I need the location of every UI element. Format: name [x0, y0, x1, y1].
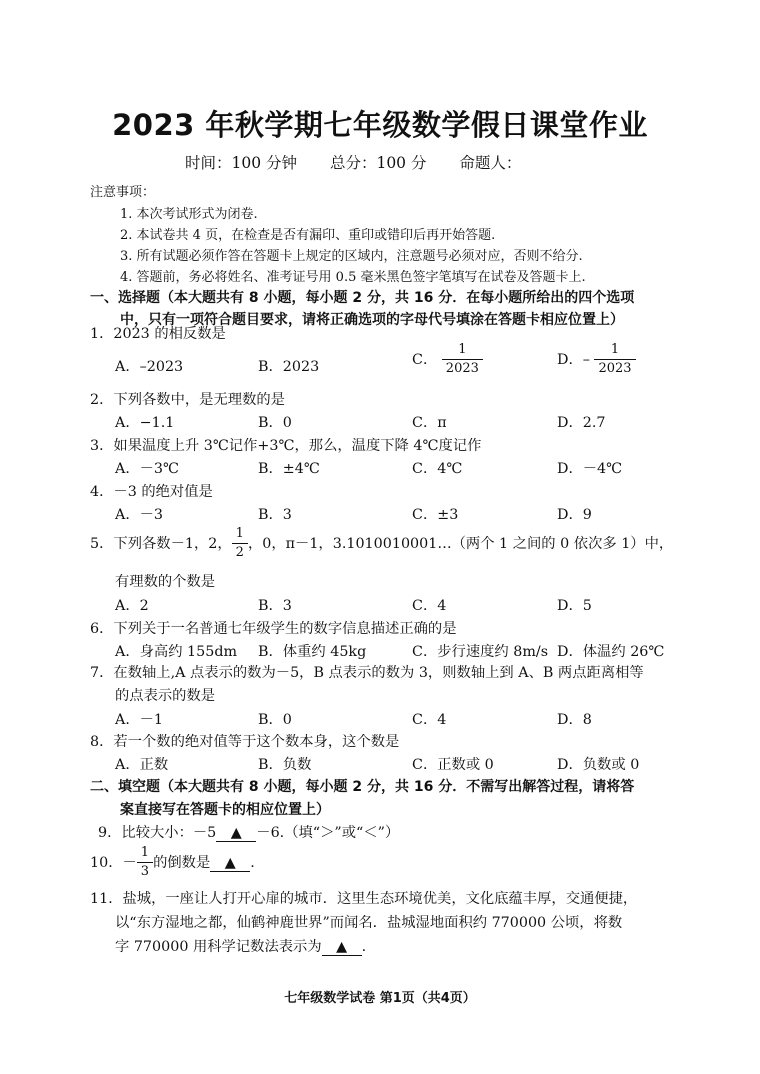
notice-item-1: 1. 本次考试形式为闭卷. — [120, 207, 258, 222]
question-3-option-a: A．－3℃ — [115, 461, 180, 477]
fraction: $\frac{1}{2023}$ — [442, 343, 483, 377]
question-8-option-b: B．负数 — [258, 757, 312, 773]
question-7-stem: 7．在数轴上,A 点表示的数为－5，B 点表示的数为 3，则数轴上到 A、B 两点距离相等 — [90, 665, 644, 681]
question-10-stem: 10．－ $\frac{1}{3}$ 的倒数是 ▲ . — [90, 845, 255, 880]
notice-item-4: 4. 答题前，务必将姓名、准考证号用 0.5 毫米黑色签字笔填写在试卷及答题卡上. — [120, 270, 586, 285]
question-7-stem-cont: 的点表示的数是 — [115, 688, 216, 704]
question-6-option-a: A．身高约 155dm — [115, 644, 238, 660]
exam-time: 时间：100 分钟 — [185, 154, 298, 172]
question-5-stem: 5．下列各数－1，2， $\frac{1}{2}$ ，0，π－1，3.1010010001…（两个 1 之间的 0 依次多 1）中， — [90, 526, 674, 561]
question-3-option-c: C．4℃ — [412, 461, 463, 477]
question-4-option-b: B．3 — [258, 507, 292, 523]
question-4-option-a: A．－3 — [115, 507, 164, 523]
question-2-stem: 2．下列各数中，是无理数的是 — [90, 392, 285, 408]
question-4-option-d: D．9 — [557, 507, 592, 523]
question-7-option-a: A．－1 — [115, 712, 164, 728]
answer-blank: ▲ — [322, 939, 362, 956]
question-8-stem: 8．若一个数的绝对值等于这个数本身，这个数是 — [90, 734, 400, 750]
answer-blank: ▲ — [210, 855, 250, 872]
question-1-option-d: D．– $\frac{1}{2023}$ — [557, 343, 636, 377]
question-1-option-b: B．2023 — [258, 359, 320, 375]
section2-heading: 二、填空题（本大题共有 8 小题，每小题 2 分，共 16 分．不需写出解答过程，请将答 — [90, 779, 635, 795]
section1-heading: 一、选择题（本大题共有 8 小题，每小题 2 分，共 16 分．在每小题所给出的四个选项 — [90, 290, 635, 306]
question-5-option-b: B．3 — [258, 598, 292, 614]
question-8-option-c: C．正数或 0 — [412, 757, 494, 773]
question-5-option-d: D．5 — [557, 598, 592, 614]
question-11-line-1: 11．盐城，一座让人打开心扉的城市．这里生态环境优美，文化底蕴丰厚，交通便捷， — [90, 891, 638, 907]
question-9-stem: 9．比较大小：－5 ▲ －6.（填“＞”或“＜”） — [98, 825, 400, 841]
question-3-stem: 3．如果温度上升 3℃记作+3℃，那么，温度下降 4℃度记作 — [90, 438, 482, 454]
fraction: $\frac{1}{2023}$ — [594, 343, 635, 377]
notice-item-3: 3. 所有试题必须作答在答题卡上规定的区域内，注意题号必须对应，否则不给分. — [120, 249, 583, 264]
section1-heading-cont: 中，只有一项符合题目要求，请将正确选项的字母代号填涂在答题卡相应位置上） — [120, 312, 624, 328]
question-7-option-c: C．4 — [412, 712, 447, 728]
page-footer: 七年级数学试卷 第1页（共4页） — [284, 991, 476, 1006]
answer-blank: ▲ — [216, 825, 256, 842]
question-3-option-d: D．－4℃ — [557, 461, 623, 477]
question-5-option-a: A．2 — [115, 598, 149, 614]
question-8-option-a: A．正数 — [115, 757, 169, 773]
question-6-stem: 6．下列关于一名普通七年级学生的数字信息描述正确的是 — [90, 621, 457, 637]
fraction: $\frac{1}{3}$ — [137, 846, 153, 880]
question-1-option-a: A．–2023 — [115, 359, 184, 375]
question-1-stem: 1．2023 的相反数是 — [90, 326, 226, 342]
exam-author: 命题人： — [459, 154, 522, 172]
question-5-option-c: C．4 — [412, 598, 447, 614]
question-5-stem-cont: 有理数的个数是 — [115, 574, 216, 590]
question-11-line-3: 字 770000 用科学记数法表示为 ▲ . — [115, 939, 367, 955]
question-11-line-2: 以“东方湿地之都，仙鹤神鹿世界”而闻名．盐城湿地面积约 770000 公顷，将数 — [115, 915, 623, 931]
question-4-stem: 4．－3 的绝对值是 — [90, 484, 213, 500]
question-2-option-b: B．0 — [258, 415, 292, 431]
question-4-option-c: C．±3 — [412, 507, 459, 523]
question-6-option-b: B．体重约 45kg — [258, 644, 367, 660]
question-2-option-a: A．−1.1 — [115, 415, 175, 431]
question-3-option-b: B．±4℃ — [258, 461, 320, 477]
question-1-option-c: C． $\frac{1}{2023}$ — [412, 343, 483, 377]
question-8-option-d: D．负数或 0 — [557, 757, 640, 773]
question-7-option-d: D．8 — [557, 712, 592, 728]
exam-info — [185, 151, 549, 173]
fraction: $\frac{1}{2}$ — [232, 527, 248, 561]
question-7-option-b: B．0 — [258, 712, 292, 728]
notice-item-2: 2. 本试卷共 4 页，在检查是否有漏印、重印或错印后再开始答题. — [120, 228, 496, 243]
notice-heading: 注意事项： — [90, 185, 156, 200]
question-6-option-d: D．体温约 26℃ — [557, 644, 665, 660]
question-2-option-c: C．π — [412, 415, 447, 431]
section2-heading-cont: 案直接写在答题卡的相应位置上） — [120, 802, 330, 818]
question-6-option-c: C．步行速度约 8m/s — [412, 644, 549, 660]
question-2-option-d: D．2.7 — [557, 415, 606, 431]
page-title: 2023 年秋学期七年级数学假日课堂作业 — [112, 108, 648, 142]
exam-score: 总分：100 分 — [329, 154, 427, 172]
